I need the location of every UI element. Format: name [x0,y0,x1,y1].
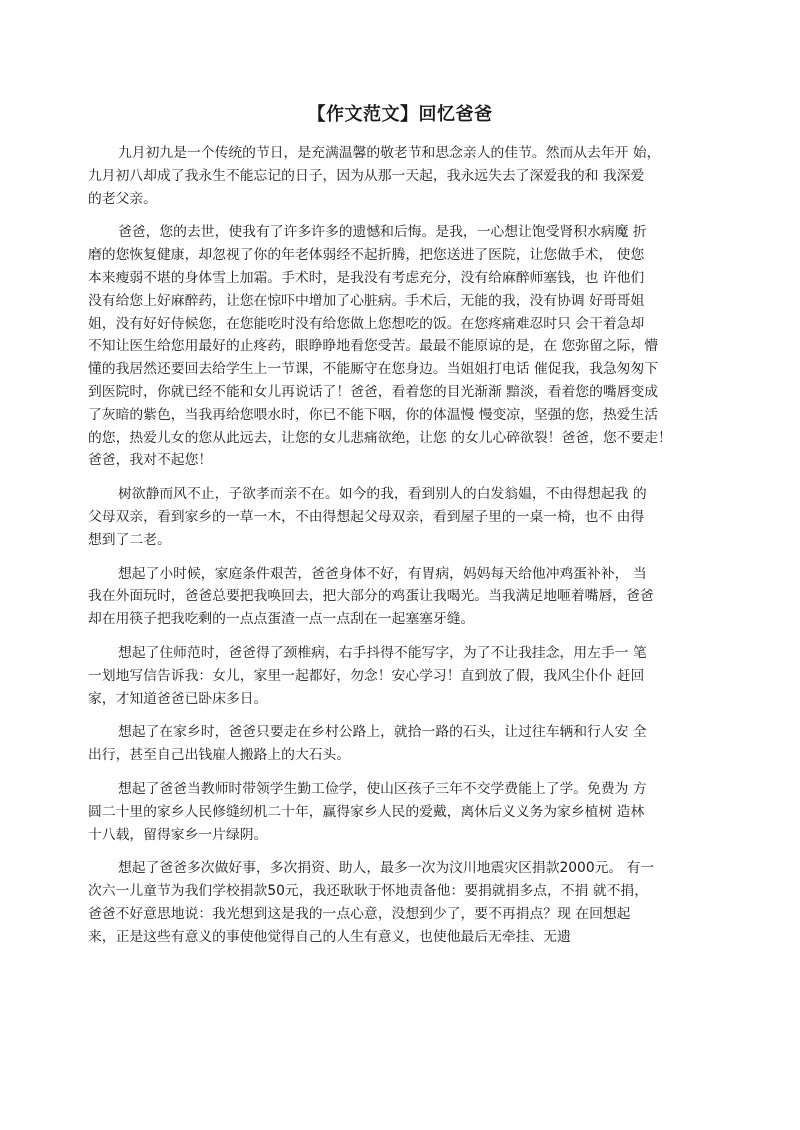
paragraph-line: 九月初八却成了我永生不能忘记的日子，因为从那一天起，我永远失去了深爱我的和 我深爱 [88,167,645,184]
paragraph-line: 出行，甚至自己出钱雇人搬路上的大石头。 [88,747,351,764]
paragraph-line: 父母双亲，看到家乡的一草一木，不由得想起父母双亲，看到屋子里的一桌一椅，也不 由得 [88,508,645,525]
paragraph-line: 本来瘦弱不堪的身体雪上加霜。手术时，是我没有考虑充分，没有给麻醉师塞钱，也 许他们 [88,269,645,286]
paragraph-line: 九月初九是一个传统的节日，是充满温馨的敬老节和思念亲人的佳节。然而从去年开 始， [118,145,661,161]
paragraph-line: 了灰暗的紫色，当我再给您喂水时，你已不能下咽，你的体温慢 慢变凉，坚强的您，热爱生活 [88,406,659,423]
paragraph-line: 想起了在家乡时，爸爸只要走在乡村公路上，就拾一路的石头，让过往车辆和行人安 全 [118,724,647,741]
paragraph-line: 想起了爸爸多次做好事，多次捐资、助人，最多一次为汶川地震灾区捐款2000元。 有一 [118,860,655,877]
paragraph-line: 家，才知道爸爸已卧床多日。 [88,690,268,707]
paragraph-line: 爸爸不好意思地说：我光想到这是我的一点心意，没想到少了，要不再捐点？现 在回想起 [88,905,631,922]
paragraph-line: 的老父亲。 [88,190,157,207]
document-title: 【作文范文】回忆爸爸 [307,104,493,125]
paragraph-line: 却在用筷子把我吃剩的一点点蛋渣一点一点刮在一起塞塞牙缝。 [88,611,475,628]
paragraph-line: 到医院时，你就已经不能和女儿再说话了！爸爸，看着您的目光渐渐 黯淡，看着您的嘴唇变成 [88,383,659,400]
paragraph [88,142,714,210]
paragraph-line: 来，正是这些有意义的事使他觉得自己的人生有意义，也使他最后无牵挂、无遗 [88,928,571,945]
paragraph [88,563,714,631]
paragraph-line: 爸爸，我对不起您！ [88,452,213,469]
paragraph [88,483,714,551]
paragraph-line: 磨的您恢复健康，却忽视了你的年老体弱经不起折腾，把您送进了医院，让您做手术， 使您 [88,247,645,264]
paragraph-line: 十八载，留得家乡一片绿阴。 [88,826,268,843]
paragraph-line: 想到了二老。 [88,531,171,548]
paragraph-line: 一划地写信告诉我：女儿，家里一起都好，勿念！安心学习！直到放了假，我风尘仆仆 赶回 [88,667,645,684]
paragraph [88,857,714,948]
paragraph [88,642,714,710]
paragraph-line: 的您，热爱儿女的您从此远去，让您的女儿悲痛欲绝，让您 的女儿心碎欲裂！爸爸，您不要走！ [88,429,672,446]
paragraph-line: 不知让医生给您用最好的止疼药，眼睁睁地看您受苦。最最不能原谅的是，在 您弥留之际，懵 [88,338,659,355]
paragraph-line: 想起了爸爸当教师时带领学生勤工俭学，使山区孩子三年不交学费能上了学。免费为 方 [118,780,647,797]
document-body [88,142,714,960]
paragraph-line: 树欲静而风不止，子欲孝而亲不在。如今的我，看到别人的白发翁媪，不由得想起我 的 [118,486,647,503]
paragraph [88,221,714,472]
paragraph-line: 懂的我居然还要回去给学生上一节课，不能厮守在您身边。当姐姐打电话 催促我，我急匆匆下 [88,361,659,378]
paragraph-line: 次六一儿童节为我们学校捐款50元，我还耿耿于怀地责备他：要捐就捐多点，不捐 就不捐， [88,883,649,900]
paragraph-line: 想起了小时候，家庭条件艰苦，爸爸身体不好，有胃病，妈妈每天给他冲鸡蛋补补， 当 [118,565,647,582]
paragraph-line: 姐，没有好好侍候您，在您能吃时没有给您做上您想吃的饭。在您疼痛难忍时只 会干着急却 [88,315,645,332]
paragraph-line: 想起了住师范时，爸爸得了颈椎病，右手抖得不能写字，为了不让我挂念，用左手一 笔 [118,644,647,661]
paragraph [88,778,714,846]
paragraph-line: 圆二十里的家乡人民修缝纫机二十年，赢得家乡人民的爱戴，离休后义义务为家乡植树 造林 [88,803,645,820]
paragraph-line: 我在外面玩时，爸爸总要把我唤回去，把大部分的鸡蛋让我喝光。当我满足地咂着嘴唇，爸爸 [88,588,654,605]
paragraph-line: 没有给您上好麻醉药，让您在惊吓中增加了心脏病。手术后，无能的我，没有协调 好哥哥姐 [88,292,645,309]
paragraph-line: 爸爸，您的去世，使我有了许多许多的遗憾和后悔。是我，一心想让饱受肾积水病魔 折 [118,224,647,241]
paragraph [88,721,714,767]
